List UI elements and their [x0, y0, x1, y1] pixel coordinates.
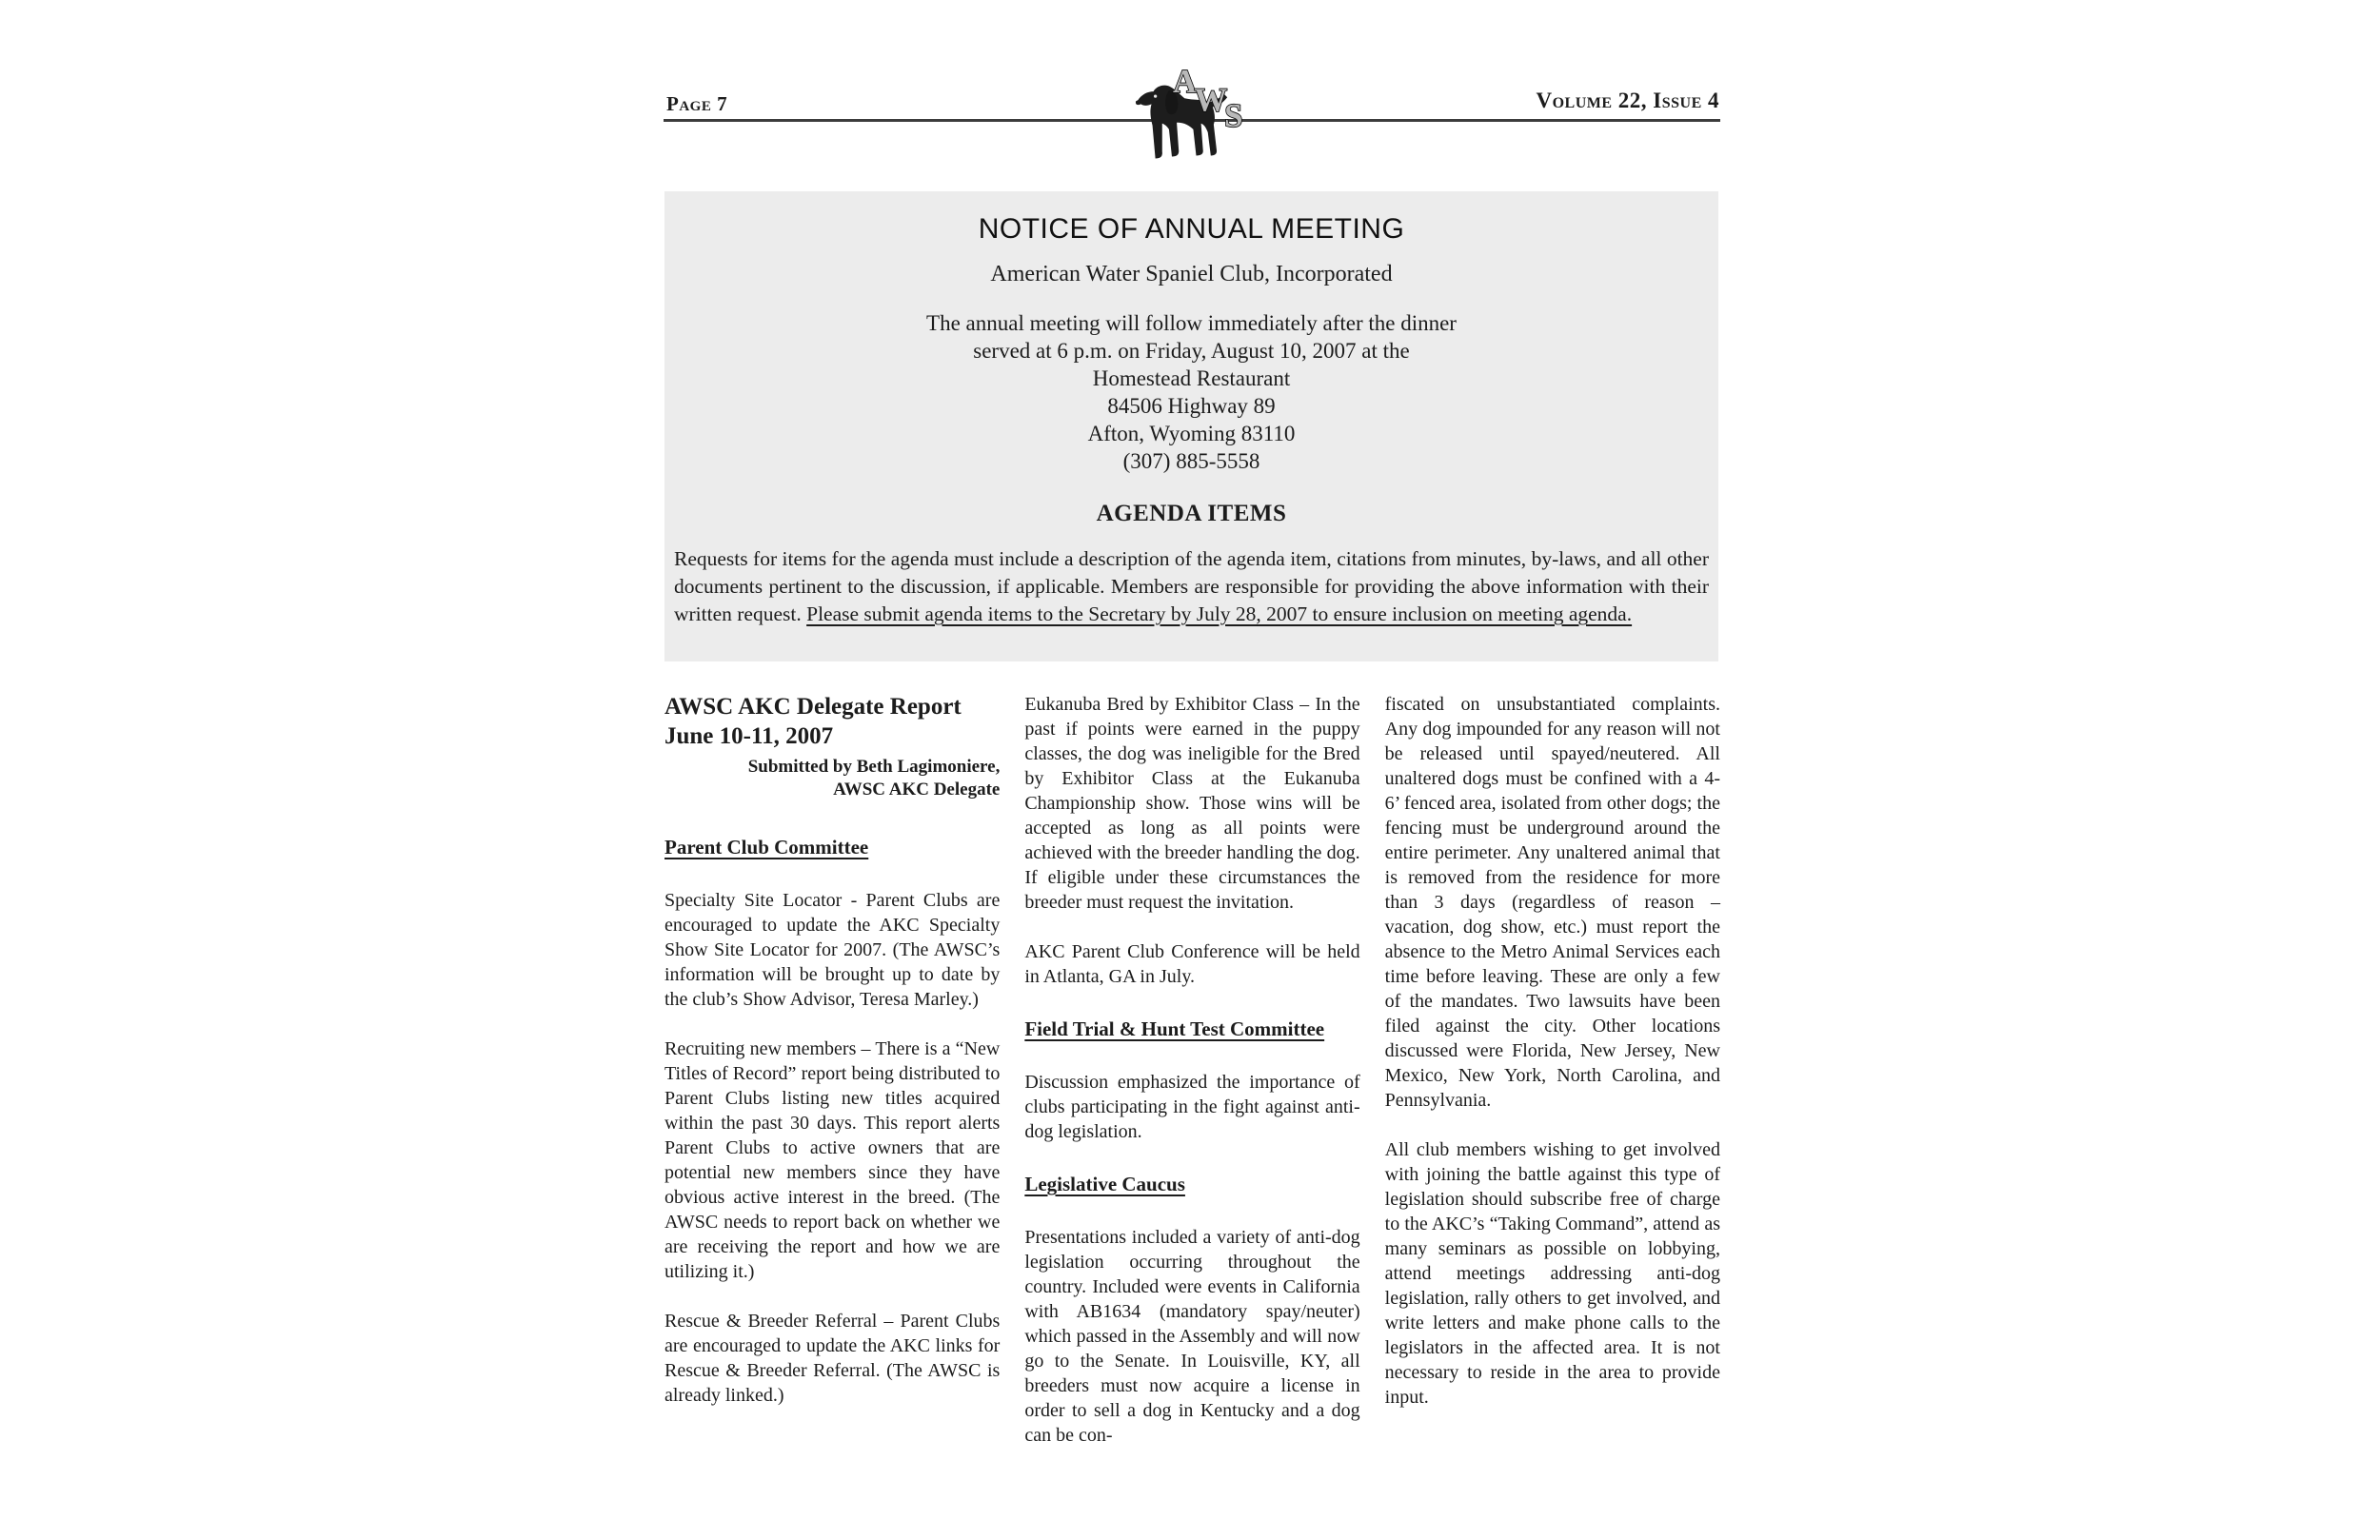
aws-club-logo-icon — [1126, 55, 1267, 168]
section-heading-parent-club-committee: Parent Club Committee — [664, 836, 869, 859]
agenda-items-heading: AGENDA ITEMS — [1096, 501, 1287, 526]
notice-title: NOTICE OF ANNUAL MEETING — [978, 213, 1405, 245]
byline-line2: AWSC AKC Delegate — [833, 780, 1001, 800]
meeting-detail-line: Homestead Restaurant — [1092, 366, 1291, 390]
article-byline — [664, 756, 1000, 801]
article-paragraph: AKC Parent Club Conference will be held in Atlanta, GA in July. — [1024, 941, 1360, 987]
article-paragraph: Specialty Site Locator - Parent Clubs are encouraged to update the AKC Specialty Show Site Locator for 2007. (The AWSC’s information will be brought up to date by the club’s Show Advisor, Teresa Marley.) — [664, 890, 1001, 1010]
article-paragraph: fiscated on unsubstantiated complaints. Any dog impounded for any reason will not be released until spayed/neutered. All unaltered dogs must be confined with a 4-6’ fenced area, isolated from other dogs; the fencing must be underground around the entire perimeter. Any unaltered animal that is removed from the residence for more than 3 days (regardless of reason – vacation, dog show, etc.) must report the absence to the Metro Animal Services each time before leaving. These are only a few of the mandates. Two lawsuits have been filed against the city. Other locations discussed were Florida, New Jersey, New Mexico, New York, North Carolina, and Pennsylvania. — [1384, 694, 1720, 1111]
article-paragraph: Presentations included a variety of anti-dog legislation occurring throughout the country. Included were events in California with AB1634 (mandatory spay/neuter) which passed in the Assembly and will now go to the Senate. In Louisville, KY, all breeders must now acquire a license in order to sell a dog in Kentucky and a dog can be con- — [1024, 1227, 1360, 1446]
meeting-details — [664, 309, 1718, 475]
page-number-label: Page 7 — [666, 92, 728, 115]
logo-letter-w: W — [1194, 81, 1228, 119]
article-paragraph: Eukanuba Bred by Exhibitor Class – In the past if points were earned in the puppy classes, the dog was ineligible for the Bred by Exhibitor Class at the Eukanuba Championship show. Those wins will be accepted as long as all points were achieved with the breeder handling the dog. If eligible under these circumstances the breeder must request the invitation. — [1024, 694, 1360, 913]
article-columns — [664, 692, 1720, 1448]
article-paragraph: Discussion emphasized the importance of clubs participating in the fight against anti-dog legislation. — [1024, 1072, 1360, 1142]
article-column-2 — [1024, 692, 1359, 1448]
article-paragraph: Recruiting new members – There is a “New Titles of Record” report being distributed to Parent Clubs listing new titles acquired within the past 30 days. This report alerts Parent Clubs to active owners that are potential new members since they have obvious active interest in the breed. (The AWSC needs to report back on whether we are receiving the report and how we are utilizing it.) — [664, 1038, 1001, 1282]
meeting-detail-line: (307) 885-5558 — [1122, 449, 1260, 473]
meeting-detail-line: 84506 Highway 89 — [1107, 394, 1276, 418]
agenda-text: Requests for items for the agenda must include a description of the agenda item, citations from minutes, by-laws, and all other documents pertinent to the discussion, if applicable. Members are responsible for providing the above information with their written request. — [674, 547, 1709, 625]
meeting-detail-line: served at 6 p.m. on Friday, August 10, 2007 at the — [973, 339, 1410, 363]
article-title — [664, 692, 1000, 751]
logo-letter-a: A — [1172, 63, 1198, 101]
article-paragraph: All club members wishing to get involved with joining the battle against this type of legislation should subscribe free of charge to the AKC’s “Taking Command”, attend as many seminars as possible on lobbying, attend meetings addressing anti-dog legislation, rally others to get involved, and write letters and make phone calls to the legislators in the affected area. It is not necessary to reside in the area to provide input. — [1384, 1139, 1720, 1408]
article-title-line2: June 10-11, 2007 — [664, 723, 834, 749]
article-paragraph: Rescue & Breeder Referral – Parent Clubs are encouraged to update the AKC links for Rescue & Breeder Referral. (The AWSC is already linked.) — [664, 1311, 1001, 1406]
club-name: American Water Spaniel Club, Incorporated — [990, 262, 1393, 286]
section-heading-field-trial-hunt-test: Field Trial & Hunt Test Committee — [1024, 1017, 1325, 1040]
annual-meeting-notice-box — [664, 191, 1718, 661]
article-column-1 — [664, 692, 1000, 1448]
section-heading-legislative-caucus: Legislative Caucus — [1024, 1173, 1185, 1195]
agenda-paragraph — [674, 545, 1709, 628]
article-column-3 — [1385, 692, 1720, 1448]
article-title-line1: AWSC AKC Delegate Report — [664, 694, 962, 720]
byline-line1: Submitted by Beth Lagimoniere, — [747, 757, 1001, 777]
agenda-deadline-underlined: Please submit agenda items to the Secretary by July 28, 2007 to ensure inclusion on meeting agenda. — [806, 602, 1633, 625]
meeting-detail-line: The annual meeting will follow immediately after the dinner — [926, 311, 1457, 335]
logo-letter-s: S — [1224, 96, 1243, 134]
meeting-detail-line: Afton, Wyoming 83110 — [1087, 422, 1296, 445]
volume-issue-label: Volume 22, Issue 4 — [1536, 89, 1719, 112]
